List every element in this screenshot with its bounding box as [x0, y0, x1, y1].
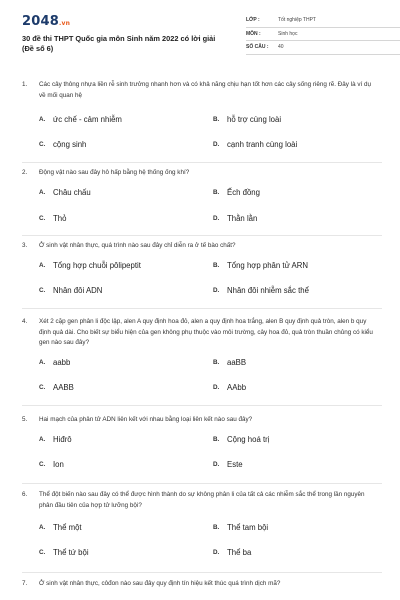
option-text: ức chế - cảm nhiễm [53, 115, 122, 124]
option-b[interactable] [213, 261, 308, 270]
option-text: Thằn lằn [227, 213, 258, 223]
option-b[interactable] [213, 435, 269, 444]
exam-meta [246, 14, 400, 55]
option-letter: D. [213, 286, 220, 294]
option-letter: B. [213, 261, 220, 269]
option-a[interactable] [39, 435, 72, 444]
option-letter: B. [213, 524, 220, 531]
option-a[interactable] [39, 188, 91, 197]
option-b[interactable] [213, 115, 281, 124]
option-text: hỗ trợ cùng loài [227, 115, 282, 124]
option-text: Este [227, 459, 243, 469]
meta-row-subject [246, 28, 400, 42]
question-6 [22, 490, 382, 557]
option-a[interactable] [39, 358, 70, 367]
question-text: Các cây thông nhựa liền rễ sinh trưởng nhanh hơn và có khả năng chịu hạn tốt hơn các cây sống riêng rẽ. Đây là ví dụ về mối quan hệ [39, 81, 372, 99]
option-letter: C. [39, 383, 46, 391]
option-letter: D. [213, 460, 220, 468]
option-letter: A. [39, 188, 46, 196]
divider [22, 572, 382, 573]
option-letter: B. [213, 358, 220, 366]
option-text: Tổng hợp chuỗi pôlipeptit [53, 260, 141, 270]
option-text: cộng sinh [53, 140, 87, 149]
divider [22, 405, 382, 406]
question-text: Thể đột biến nào sau đây có thể được hình thành do sự không phân li của tất cả các nhiễm sắc thể trong lần nguyên phân đầu tiên của hợp tử lưỡng bội? [39, 491, 365, 509]
option-c[interactable] [39, 383, 74, 392]
question-number: 7. [22, 580, 28, 587]
option-d[interactable] [213, 286, 309, 295]
option-a[interactable] [39, 115, 122, 124]
page-header [22, 14, 380, 62]
option-c[interactable] [39, 214, 66, 223]
exam-title: 30 đề thi THPT Quốc gia môn Sinh năm 2022 có lời giải (Đề số 6) [22, 34, 216, 53]
question-7 [22, 579, 382, 590]
option-text: Tổng hợp phân tử ARN [227, 260, 308, 270]
option-letter: B. [213, 188, 220, 196]
option-text: Châu chấu [53, 187, 91, 197]
option-a[interactable] [39, 261, 141, 270]
meta-row-class [246, 14, 400, 28]
option-letter: A. [39, 261, 46, 269]
option-letter: A. [39, 358, 46, 366]
option-c[interactable] [39, 140, 86, 149]
option-letter: D. [213, 214, 220, 222]
option-c[interactable] [39, 548, 89, 557]
question-number: 5. [22, 416, 28, 423]
divider [22, 483, 382, 484]
option-letter: C. [39, 549, 46, 556]
option-d[interactable] [213, 548, 251, 557]
question-number: 2. [22, 169, 28, 176]
option-text: Thể tứ bội [53, 548, 89, 557]
option-a[interactable] [39, 523, 82, 532]
divider [22, 235, 382, 236]
question-4 [22, 317, 382, 392]
option-d[interactable] [213, 214, 257, 223]
option-letter: A. [39, 524, 46, 531]
divider [22, 308, 382, 309]
option-text: Ếch đồng [227, 187, 260, 197]
option-text: Nhân đôi ADN [53, 285, 103, 295]
question-5 [22, 415, 382, 469]
option-text: aabb [53, 357, 71, 367]
option-c[interactable] [39, 460, 64, 469]
logo-main: 2048 [22, 14, 59, 29]
meta-label: SỐ CÂU : [246, 44, 269, 51]
option-letter: C. [39, 214, 46, 222]
option-letter: D. [213, 549, 220, 556]
question-text: Ở sinh vật nhân thực, quá trình nào sau đây chỉ diễn ra ở tế bào chất? [39, 242, 236, 249]
option-b[interactable] [213, 523, 268, 532]
option-letter: D. [213, 383, 220, 391]
meta-value: 40 [278, 44, 284, 51]
meta-label: LỚP : [246, 17, 260, 24]
option-text: Nhân đôi nhiễm sắc thể [227, 285, 309, 295]
meta-value: Tốt nghiệp THPT [278, 17, 316, 24]
option-text: Hiđrô [53, 434, 72, 444]
option-d[interactable] [213, 140, 297, 149]
option-letter: D. [213, 141, 220, 148]
option-text: Ion [53, 459, 64, 469]
logo-suffix: .vn [58, 20, 71, 27]
option-text: Thể một [53, 523, 82, 532]
question-number: 6. [22, 491, 28, 498]
option-text: aaBB [227, 357, 247, 367]
option-text: Cộng hoá trị [227, 434, 270, 444]
meta-label: MÔN : [246, 30, 261, 37]
site-logo[interactable] [22, 14, 70, 29]
meta-value: Sinh học [278, 30, 298, 37]
option-letter: C. [39, 286, 46, 294]
option-text: cạnh tranh cùng loài [227, 140, 298, 149]
option-letter: A. [39, 116, 46, 123]
option-text: AABB [53, 382, 74, 392]
option-text: AAbb [227, 382, 247, 392]
option-b[interactable] [213, 358, 246, 367]
option-text: Thể tam bội [227, 523, 269, 532]
option-text: Thể ba [227, 548, 252, 557]
question-number: 3. [22, 242, 28, 249]
option-letter: B. [213, 435, 220, 443]
question-text: Động vật nào sau đây hô hấp bằng hệ thống ống khí? [39, 169, 190, 176]
question-text: Hai mạch của phân tử ADN liên kết với nhau bằng loại liên kết nào sau đây? [39, 416, 253, 423]
option-letter: B. [213, 116, 220, 123]
question-text: Ở sinh vật nhân thực, côđon nào sau đây quy định tín hiệu kết thúc quá trình dịch mã? [39, 580, 281, 587]
option-letter: C. [39, 141, 46, 148]
question-text: Xét 2 cặp gen phân li độc lập, alen A quy định hoa đỏ, alen a quy định hoa trắng, alen B quy định quả tròn, alen b quy định quả dài. Cho biết sự biểu hiện của gen không phụ thuộc vào môi trường, cây hoa đỏ, quả tròn thuần chủng có kiểu gen nào sau đây? [39, 318, 373, 346]
question-number: 1. [22, 81, 28, 88]
question-3 [22, 241, 382, 295]
question-1 [22, 80, 382, 149]
option-b[interactable] [213, 188, 260, 197]
option-d[interactable] [213, 460, 243, 469]
divider [22, 162, 382, 163]
option-c[interactable] [39, 286, 102, 295]
option-letter: A. [39, 435, 46, 443]
meta-row-count [246, 41, 400, 55]
option-letter: C. [39, 460, 46, 468]
option-text: Thỏ [53, 213, 67, 223]
option-d[interactable] [213, 383, 246, 392]
question-2 [22, 168, 382, 223]
question-number: 4. [22, 318, 28, 325]
